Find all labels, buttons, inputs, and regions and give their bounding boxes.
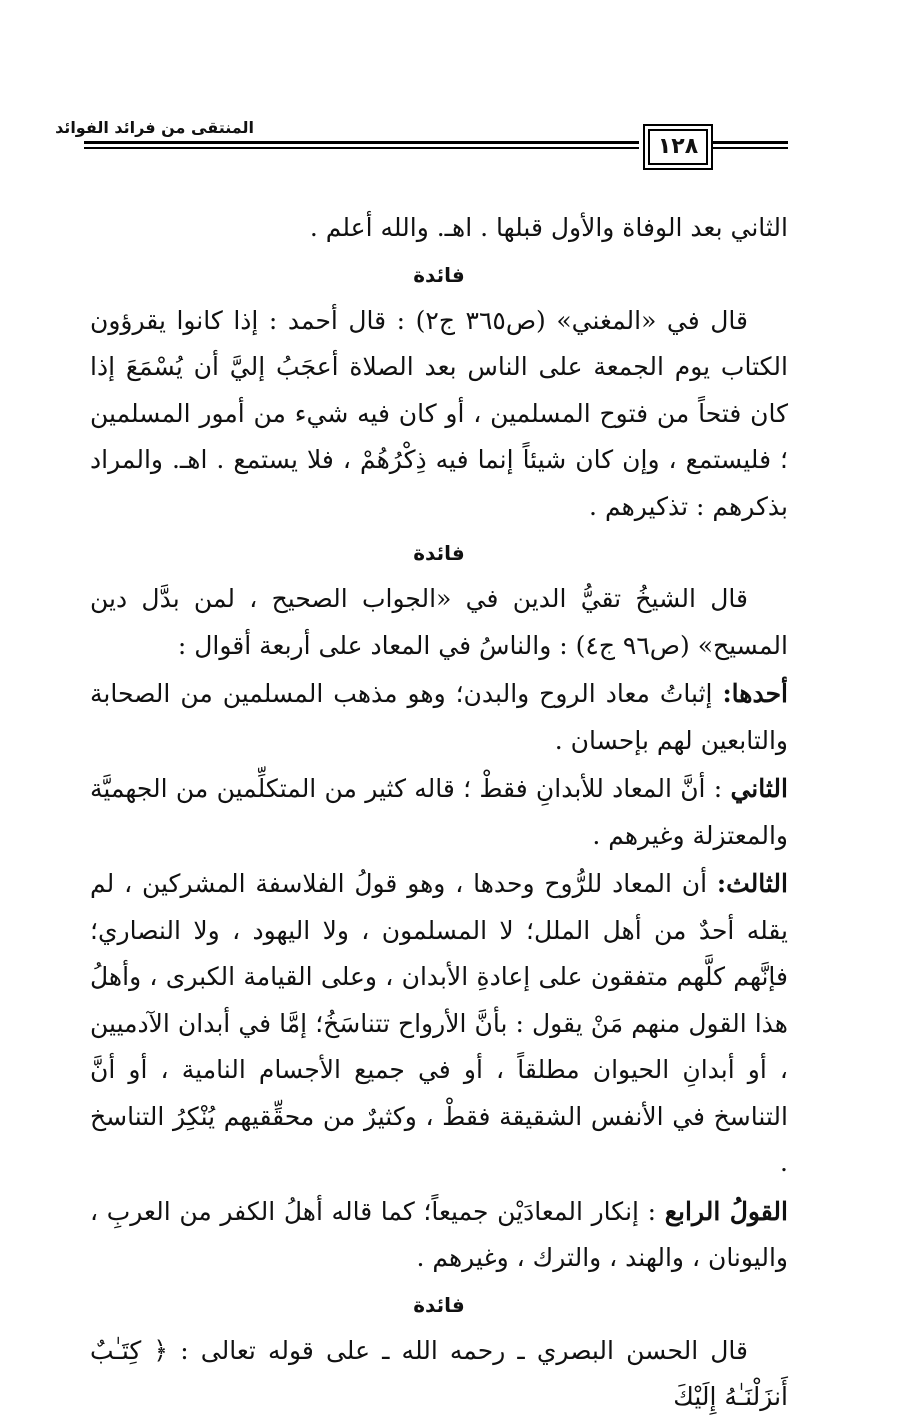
paragraph-first-view xyxy=(90,671,788,764)
text-third: أن المعاد للرُّوح وحدها ، وهو قولُ الفلاسفة المشركين ، لم يقله أحدٌ من أهل الملل؛ لا المسلمون ، ولا اليهود ، ولا النصاري؛ فإنَّهم كلَّهم متفقون على إعادةِ الأبدان ، وعلى القيامة الكبرى ، وأهلُ هذا القول منهم مَنْ يقول : بأنَّ الأرواح تتناسَخُ؛ إمَّا في أبدان الآدميين ، أو أبدانِ الحيوان مطلقاً ، أو في جميع الأجسام النامية ، أو أنَّ التناسخ في الأنفس الشقيقة فقطْ ، وكثيرٌ من محقِّقيهم يُنْكِرُ التناسخ . xyxy=(90,869,788,1177)
term-fourth: القولُ الرابع xyxy=(664,1196,788,1226)
text-fourth: : إنكار المعادَيْن جميعاً؛ كما قاله أهلُ الكفر من العربِ ، واليونان ، والهند ، والترك ، وغيرهم . xyxy=(90,1196,788,1272)
page-number: ١٢٨ xyxy=(648,129,708,165)
paragraph-taqi-al-din: قال الشيخُ تقيُّ الدين في «الجواب الصحيح ، لمن بدَّل دين المسيح» (ص٩٦ ج٤) : والناسُ في المعاد على أربعة أقوال : xyxy=(90,584,788,660)
section-heading-fa-ida-1: فائدة xyxy=(413,262,465,287)
term-second: الثاني xyxy=(730,774,788,803)
section-heading-fa-ida-2: فائدة xyxy=(413,541,465,565)
text-first: إثباتُ معاد الروح والبدن؛ وهو مذهب المسلمين من الصحابة والتابعين لهم بإحسان . xyxy=(90,679,788,755)
paragraph-third-view xyxy=(90,861,788,1187)
paragraph-second-view xyxy=(90,766,788,859)
paragraph-continuation: الثاني بعد الوفاة والأول قبلها . اهـ. والله أعلم . xyxy=(309,213,788,242)
header-rule-right-top xyxy=(712,141,788,144)
paragraph-fourth-view xyxy=(90,1189,788,1282)
header-rule-left-bottom xyxy=(84,147,639,149)
header-rule-left-top xyxy=(84,141,639,144)
paragraph-hasan-basri: قال الحسن البصري ـ رحمه الله ـ على قوله تعالى : ﴿ كِتَـٰبٌ أَنزَلْنَـٰهُ إِلَيْكَ xyxy=(90,1335,788,1411)
text-second: : أنَّ المعاد للأبدانِ فقطْ ؛ قاله كثير من المتكلِّمين من الجهميَّة والمعتزلة وغيرهم . xyxy=(90,774,788,850)
running-header-title: المنتقى من فرائد الفوائد xyxy=(55,118,254,137)
paragraph-mughni: قال في «المغني» (ص٣٦٥ ج٢) : قال أحمد : إذا كانوا يقرؤون الكتاب يوم الجمعة على الناس بعد الصلاة أعجَبُ إليَّ أن يُسْمَعَ إذا كان فتحاً من فتوح المسلمين ، أو كان فيه شيء من أمور المسلمين ؛ فليستمع ، وإن كان شيئاً إنما فيه ذِكْرُهُمْ ، فلا يستمع . اهـ. والمراد بذكرهم : تذكيرهم . xyxy=(90,305,788,521)
term-third: الثالث: xyxy=(716,869,788,898)
section-heading-fa-ida-3: فائدة xyxy=(413,1292,465,1317)
term-first: أحدها: xyxy=(722,679,788,708)
header-rule-right-bottom xyxy=(712,147,788,149)
page-body xyxy=(90,205,788,1421)
